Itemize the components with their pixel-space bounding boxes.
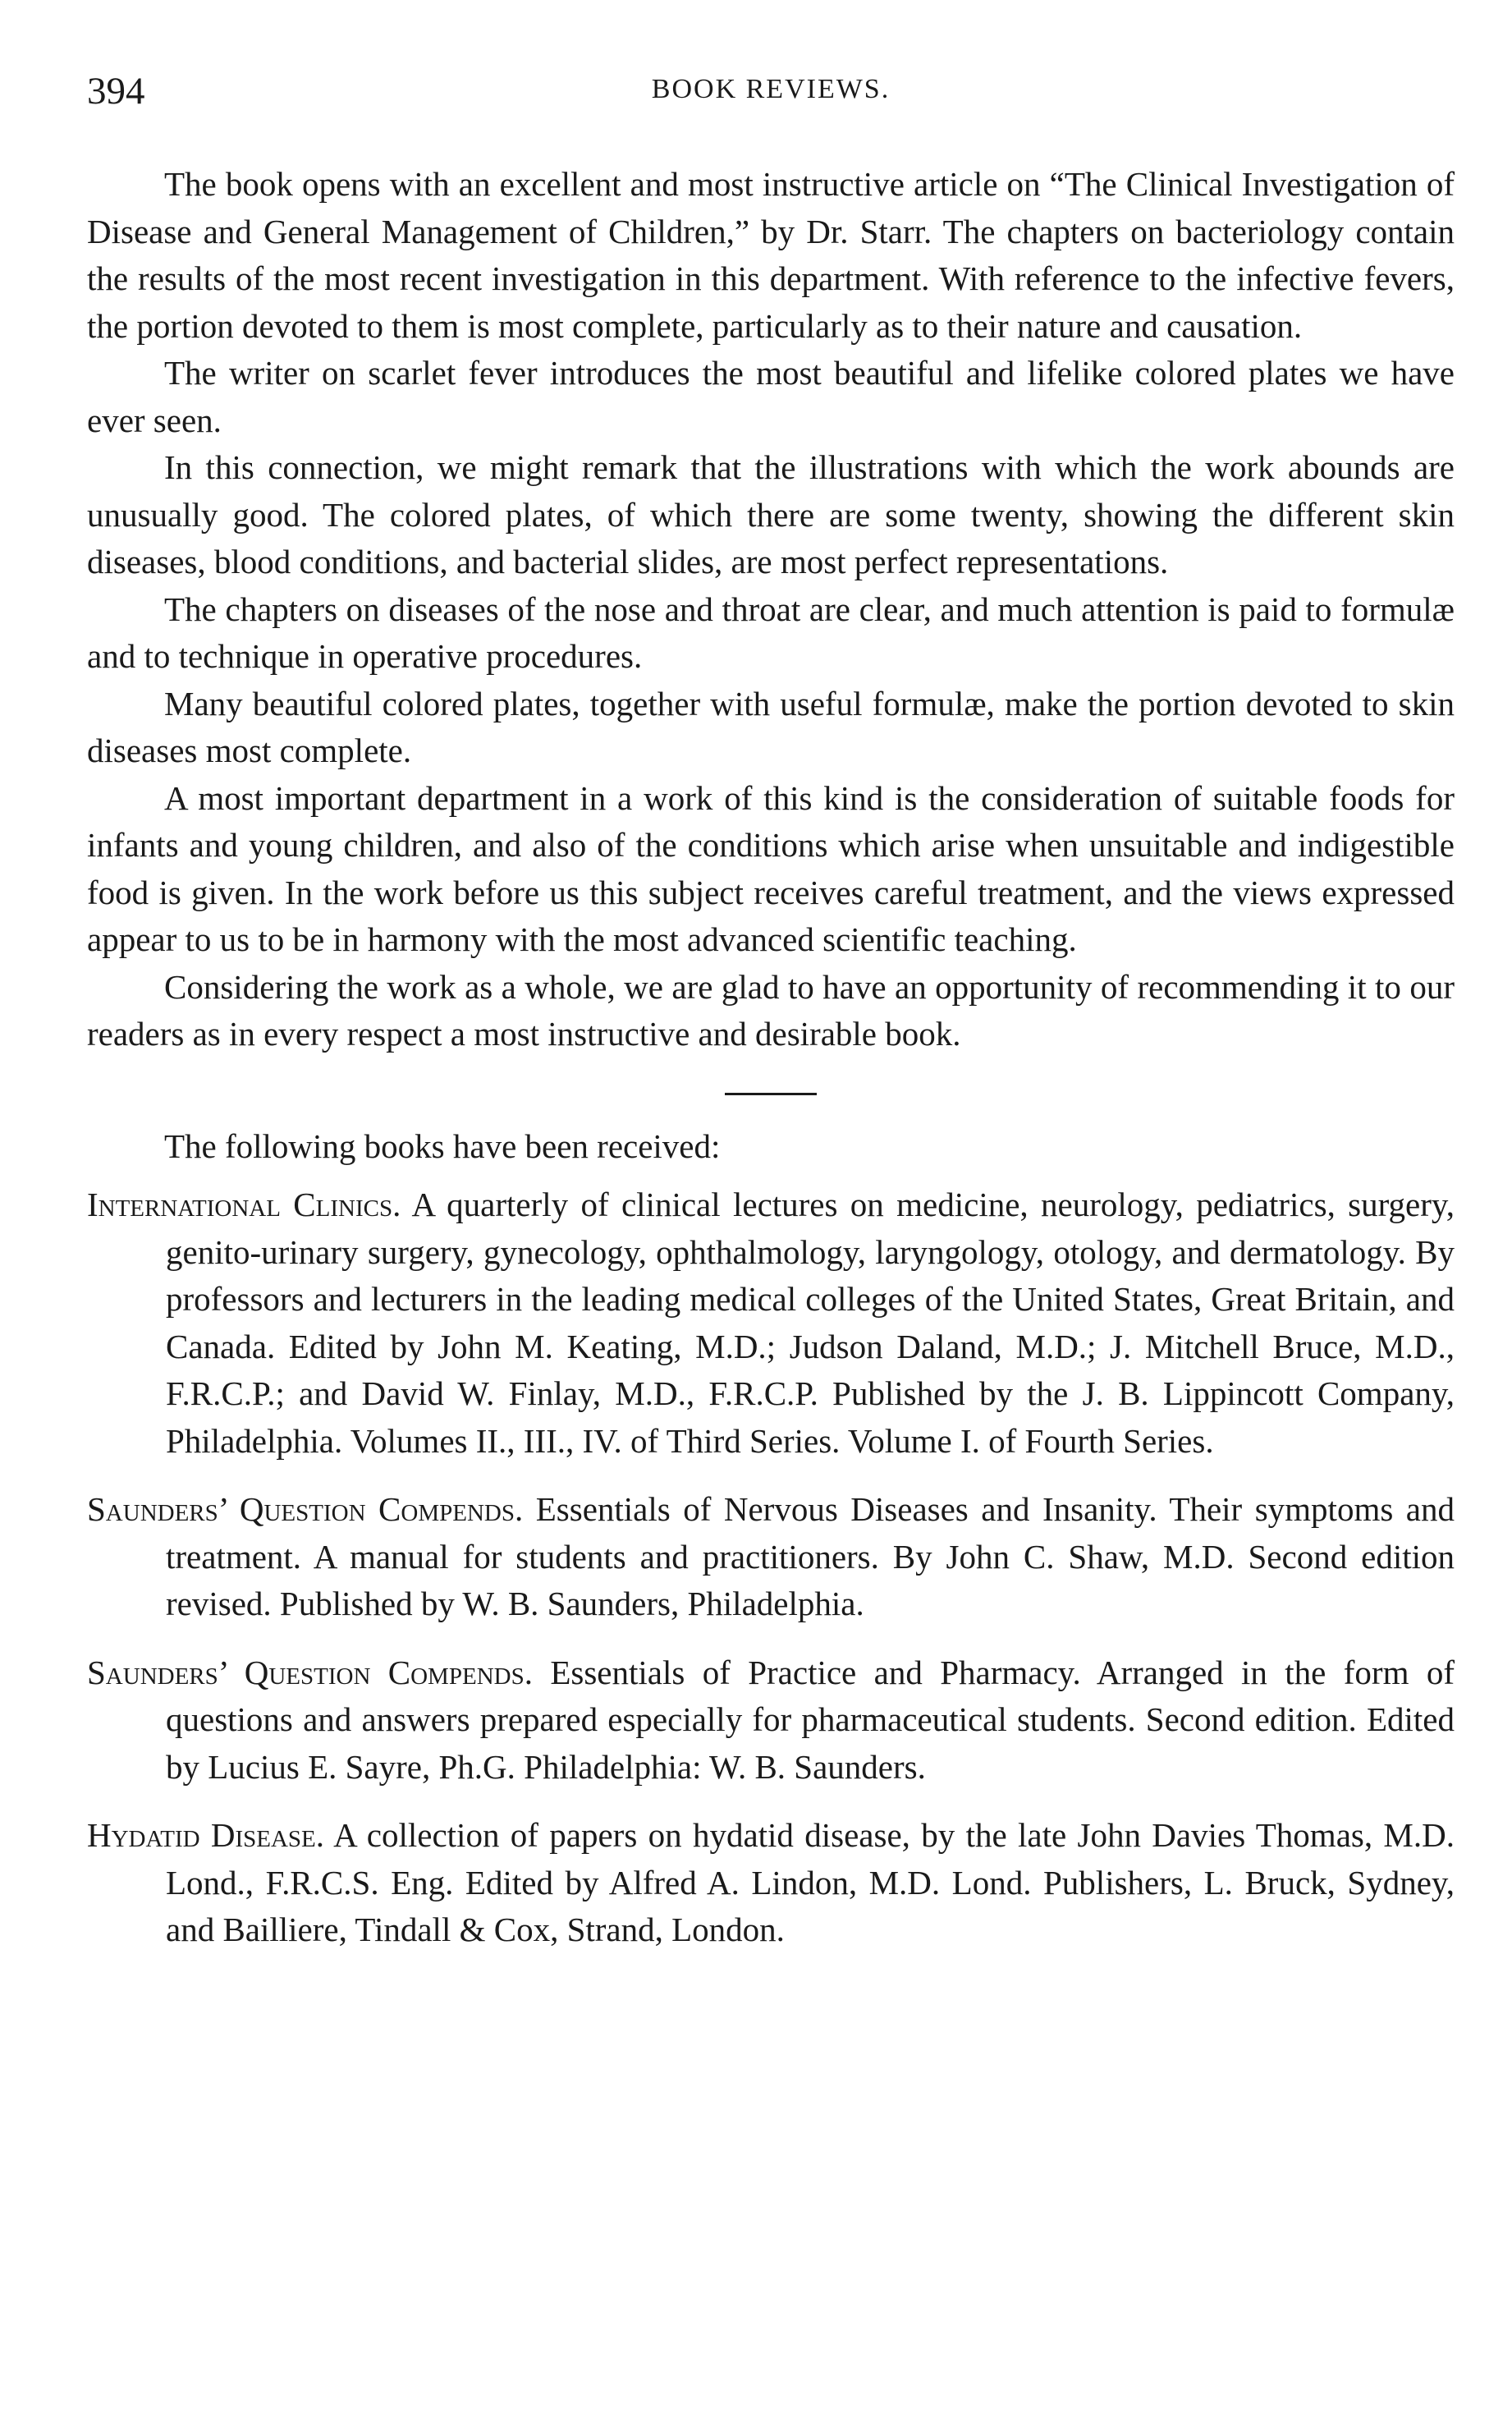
books-received-section (87, 1123, 1455, 1954)
review-paragraph: Many beautiful colored plates, together with useful formulæ, make the portion devoted to skin diseases most complete. (87, 684, 1455, 769)
book-entry (87, 1486, 1455, 1628)
running-head: BOOK REVIEWS. (651, 74, 891, 104)
review-paragraph: A most important department in a work of this kind is the consideration of suitable foods for infants and young children, and also of the conditions which arise when unsuitable and indigestible food is given. In the work before us this subject receives careful treatment, and the views expressed appear to us to be in harmony with the most advanced scientific teaching. (87, 778, 1455, 958)
review-section (87, 161, 1455, 1058)
section-divider (725, 1093, 817, 1095)
book-entry-text: Essentials of Practice and Pharmacy. Arranged in the form of questions and answers prepared especially for pharmaceutical students. Second edition. Edited by Lucius E. Sayre, Ph.G. Philadelphia: W. B. Saunders. (166, 1653, 1455, 1786)
review-paragraph: Considering the work as a whole, we are glad to have an opportunity of recommending it to our readers as in every respect a most instructive and desirable book. (87, 967, 1455, 1053)
book-entry (87, 1649, 1455, 1791)
book-entry-text: A collection of papers on hydatid disease, by the late John Davies Thomas, M.D. Lond., F.R.C.S. Eng. Edited by Alfred A. Lindon, M.D. Lond. Publishers, L. Bruck, Sydney, and Bailliere, Tindall & Cox, Strand, London. (166, 1816, 1455, 1948)
book-entry (87, 1181, 1455, 1465)
review-paragraph: The book opens with an excellent and most instructive article on “The Clinical Investigation of Disease and General Management of Children,” by Dr. Starr. The chapters on bacteriology contain the results of the most recent investigation in this department. With reference to the infective fevers, the portion devoted to them is most complete, particularly as to their nature and causation. (87, 165, 1455, 345)
book-entry-title: Hydatid Disease. (87, 1816, 325, 1854)
review-paragraph: The chapters on diseases of the nose and throat are clear, and much attention is paid to formulæ and to technique in operative procedures. (87, 590, 1455, 675)
review-paragraph: The writer on scarlet fever introduces the most beautiful and lifelike colored plates we have ever seen. (87, 354, 1455, 439)
page-number: 394 (87, 70, 145, 112)
books-received-intro: The following books have been received: (164, 1126, 721, 1165)
book-entry (87, 1812, 1455, 1954)
book-entry-title: Saunders’ Question Compends. (87, 1490, 524, 1528)
book-entry-text: Essentials of Nervous Diseases and Insanity. Their symptoms and treatment. A manual for students and practitioners. By John C. Shaw, M.D. Second edition revised. Published by W. B. Saunders, Philadelphia. (166, 1490, 1455, 1622)
book-entry-text: A quarterly of clinical lectures on medicine, neurology, pediatrics, surgery, genito-urinary surgery, gynecology, ophthalmology, laryngology, otology, and dermatology. By professors and lecturers in the leading medical colleges of the United States, Great Britain, and Canada. Edited by John M. Keating, M.D.; Judson Daland, M.D.; J. Mitchell Bruce, M.D., F.R.C.P.; and David W. Finlay, M.D., F.R.C.P. Published by the J. B. Lippincott Company, Philadelphia. Volumes II., III., IV. of Third Series. Volume I. of Fourth Series. (166, 1186, 1455, 1460)
book-entry-title: International Clinics. (87, 1186, 401, 1223)
page-header (87, 69, 1455, 118)
page-body (87, 161, 1455, 1975)
review-paragraph: In this connection, we might remark that the illustrations with which the work abounds are unusually good. The colored plates, of which there are some twenty, showing the different skin diseases, blood conditions, and bacterial slides, are most perfect representations. (87, 448, 1455, 580)
book-entry-title: Saunders’ Question Compends. (87, 1653, 533, 1691)
